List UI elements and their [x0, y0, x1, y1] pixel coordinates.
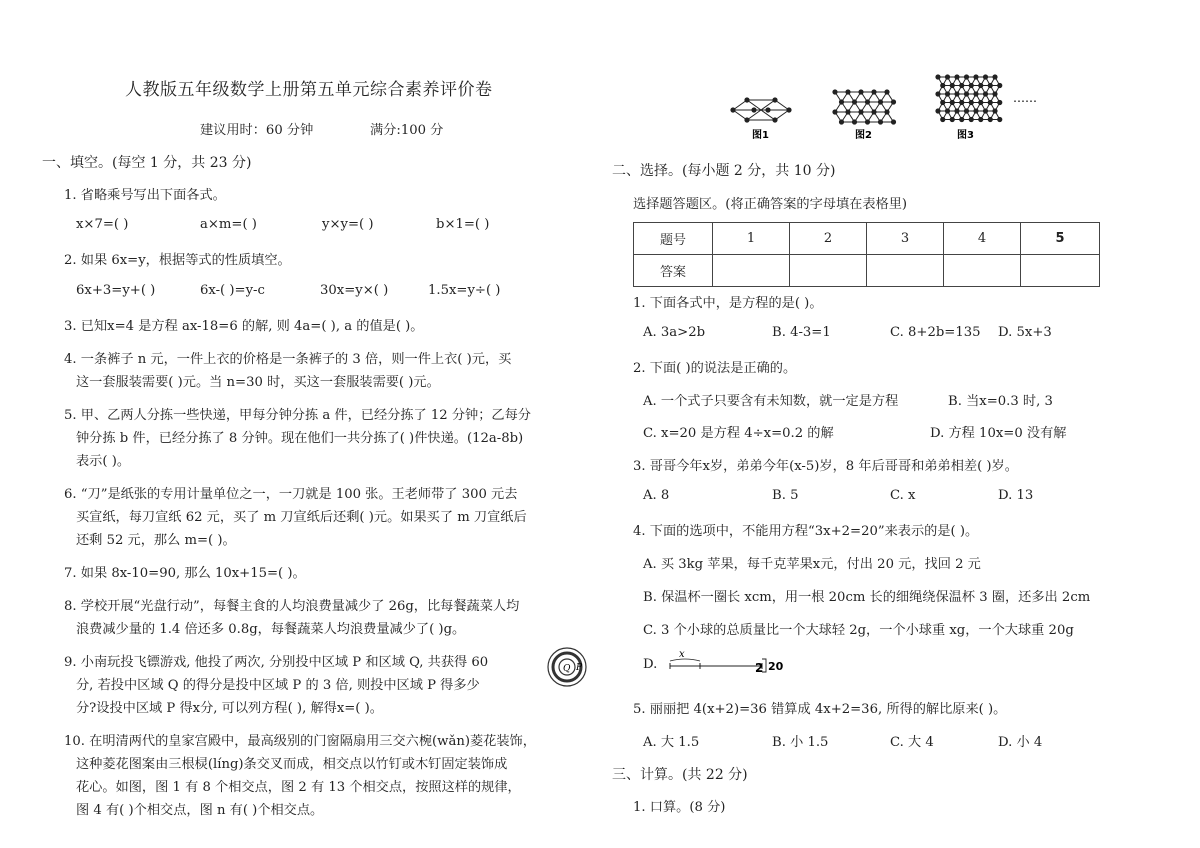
q2-1-option-b: B. 4-3=1	[772, 325, 831, 340]
answer-cell-4[interactable]	[944, 255, 1021, 287]
q1-4-line2: 这一套服装需要( )元。当 n=30 时，买这一套服装需要( )元。	[76, 375, 440, 390]
q2-3-option-b: B. 5	[772, 488, 799, 503]
q1-5-line2: 钟分拣 b 件，已经分拣了 8 分钟。现在他们一共分拣了( )件快递。(12a-8b)	[76, 431, 524, 446]
q1-2: 2. 如果 6x=y，根据等式的性质填空。	[64, 253, 291, 268]
q1-1-b: a×m=( )	[200, 217, 257, 232]
q2-5: 5. 丽丽把 4(x+2)=36 错算成 4x+2=36, 所得的解比原来( )。	[633, 702, 1007, 717]
q1-9-line2: 分, 若投中区域 Q 的得分是投中区域 P 的 3 倍, 则投中区域 P 得多少	[76, 678, 480, 693]
q1-1-d: b×1=( )	[436, 217, 490, 232]
answer-table	[633, 222, 1100, 287]
q1-8-line2: 浪费减少量的 1.4 倍还多 0.8g，每餐蔬菜人均浪费量减少了( )g。	[76, 622, 466, 637]
dartboard-figure	[546, 646, 588, 688]
figure-3-label: 图3	[957, 130, 974, 141]
q2-1-option-c: C. 8+2b=135	[890, 325, 981, 340]
q1-5-line1: 5. 甲、乙两人分拣一些快递，甲每分钟分拣 a 件，已经分拣了 12 分钟；乙每分	[64, 408, 531, 423]
q2-4-option-b: B. 保温杯一圈长 xcm，用一根 20cm 长的细绳绕保温杯 3 圈，还多出 2cm	[643, 590, 1091, 605]
dart-region-q: Q	[563, 664, 571, 674]
q2-4-option-c: C. 3 个小球的总质量比一个大球轻 2g，一个小球重 xg，一个大球重 20g	[643, 623, 1074, 638]
q1-10-line2: 这种菱花图案由三根棂(líng)条交叉而成，相交点以竹钉或木钉固定装饰成	[76, 757, 508, 772]
q2-4: 4. 下面的选项中，不能用方程“3x+2=20”来表示的是( )。	[633, 524, 979, 539]
q2-3-option-d: D. 13	[998, 488, 1034, 503]
figure-continuation-dots: ……	[1013, 91, 1037, 105]
q1-9-line1: 9. 小南玩投飞镖游戏, 他投了两次, 分别投中区域 P 和区域 Q, 共获得 60	[64, 655, 489, 670]
q1-10-line4: 图 4 有( )个相交点，图 n 有( )个相交点。	[76, 803, 324, 818]
q1-1-a: x×7=( )	[76, 217, 129, 232]
q2-3-option-c: C. x	[890, 488, 916, 503]
q2-5-option-b: B. 小 1.5	[772, 735, 829, 750]
q1-1: 1. 省略乘号写出下面各式。	[64, 188, 226, 203]
figure-3-lattice	[936, 75, 1002, 122]
q1-10-line1: 10. 在明清两代的皇家宫殿中，最高级别的门窗隔扇用三交六椀(wǎn)菱花装饰，	[64, 734, 536, 749]
q1-2-c: 30x=y×( )	[320, 283, 389, 298]
q1-4-line1: 4. 一条裤子 n 元，一件上衣的价格是一条裤子的 3 倍，则一件上衣( )元，买	[64, 352, 512, 367]
figure-2-label: 图2	[855, 130, 872, 141]
answer-cell-3[interactable]	[867, 255, 944, 287]
q2-2: 2. 下面( )的说法是正确的。	[633, 361, 797, 376]
q2-1-option-d: D. 5x+3	[998, 325, 1052, 340]
answer-cell-1[interactable]	[713, 255, 790, 287]
q1-10-line3: 花心。如图，图 1 有 8 个相交点，图 2 有 13 个相交点，按照这样的规律，	[76, 780, 521, 795]
q2-4-option-d-diagram	[664, 646, 794, 678]
q2-3-option-a: A. 8	[643, 488, 670, 503]
answer-area-instruction: 选择题答题区。(将正确答案的字母填在表格里)	[633, 197, 908, 212]
q1-5-line3: 表示( )。	[76, 454, 131, 469]
q1-3: 3. 已知x=4 是方程 ax-18=6 的解, 则 4a=( ), a 的值是( )。	[64, 319, 424, 334]
q2-5-option-a: A. 大 1.5	[643, 735, 700, 750]
answer-table-header-row	[634, 223, 1100, 255]
q1-1-c: y×y=( )	[322, 217, 374, 232]
q2-2-option-b: B. 当x=0.3 时, 3	[948, 394, 1053, 409]
q1-2-a: 6x+3=y+( )	[76, 283, 156, 298]
page-title: 人教版五年级数学上册第五单元综合素养评价卷	[125, 80, 493, 100]
answer-table-cell: 1	[713, 223, 790, 255]
q1-9-line3: 分?设投中区域 P 得x分, 可以列方程( ), 解得x=( )。	[76, 701, 383, 716]
q3-1: 1. 口算。(8 分)	[633, 800, 726, 815]
segment-x-label: x	[679, 649, 685, 660]
q1-6-line3: 还剩 52 元，那么 m=( )。	[76, 533, 236, 548]
dart-region-p: P	[576, 663, 583, 673]
q2-5-option-c: C. 大 4	[890, 735, 934, 750]
q2-4-option-a: A. 买 3kg 苹果，每千克苹果x元，付出 20 元，找回 2 元	[643, 557, 981, 572]
q2-2-option-a: A. 一个式子只要含有未知数，就一定是方程	[643, 394, 899, 409]
q1-6-line2: 买宣纸，每刀宣纸 62 元，买了 m 刀宣纸后还剩( )元。如果买了 m 刀宣纸后	[76, 510, 527, 525]
answer-table-cell: 4	[944, 223, 1021, 255]
q1-2-b: 6x-( )=y-c	[200, 283, 265, 298]
answer-table-answer-row	[634, 255, 1100, 287]
answer-table-cell: 5	[1021, 223, 1100, 255]
q1-6-line1: 6. “刀”是纸张的专用计量单位之一，一刀就是 100 张。王老师带了 300 元去	[64, 487, 518, 502]
answer-cell-5[interactable]	[1021, 255, 1100, 287]
q2-3: 3. 哥哥今年x岁，弟弟今年(x-5)岁，8 年后哥哥和弟弟相差( )岁。	[633, 459, 1018, 474]
segment-2-label: 2	[755, 661, 764, 675]
section-2-heading: 二、选择。(每小题 2 分，共 10 分)	[612, 163, 836, 179]
q1-7: 7. 如果 8x-10=90, 那么 10x+15=( )。	[64, 566, 306, 581]
figure-1-lattice	[731, 98, 791, 122]
lattice-figures	[725, 72, 1055, 146]
q1-8-line1: 8. 学校开展“光盘行动”，每餐主食的人均浪费量减少了 26g，比每餐蔬菜人均	[64, 599, 520, 614]
q2-1: 1. 下面各式中，是方程的是( )。	[633, 296, 823, 311]
q2-4-option-d-label: D.	[643, 657, 658, 672]
full-score: 满分:100 分	[370, 123, 444, 138]
figure-2-lattice	[833, 90, 896, 124]
answer-table-cell: 题号	[634, 223, 713, 255]
section-1-heading: 一、填空。(每空 1 分，共 23 分)	[42, 155, 252, 171]
q2-2-option-d: D. 方程 10x=0 没有解	[930, 426, 1067, 441]
q2-1-option-a: A. 3a>2b	[643, 325, 706, 340]
figure-1-label: 图1	[752, 130, 769, 141]
answer-table-cell: 答案	[634, 255, 713, 287]
q1-2-d: 1.5x=y÷( )	[428, 283, 501, 298]
time-limit: 建议用时：60 分钟	[200, 123, 314, 138]
answer-table-cell: 2	[790, 223, 867, 255]
answer-table-cell: 3	[867, 223, 944, 255]
answer-cell-2[interactable]	[790, 255, 867, 287]
q2-5-option-d: D. 小 4	[998, 735, 1043, 750]
section-3-heading: 三、计算。(共 22 分)	[612, 767, 748, 783]
total-20-label: 20	[768, 660, 784, 673]
q2-2-option-c: C. x=20 是方程 4÷x=0.2 的解	[643, 426, 834, 441]
